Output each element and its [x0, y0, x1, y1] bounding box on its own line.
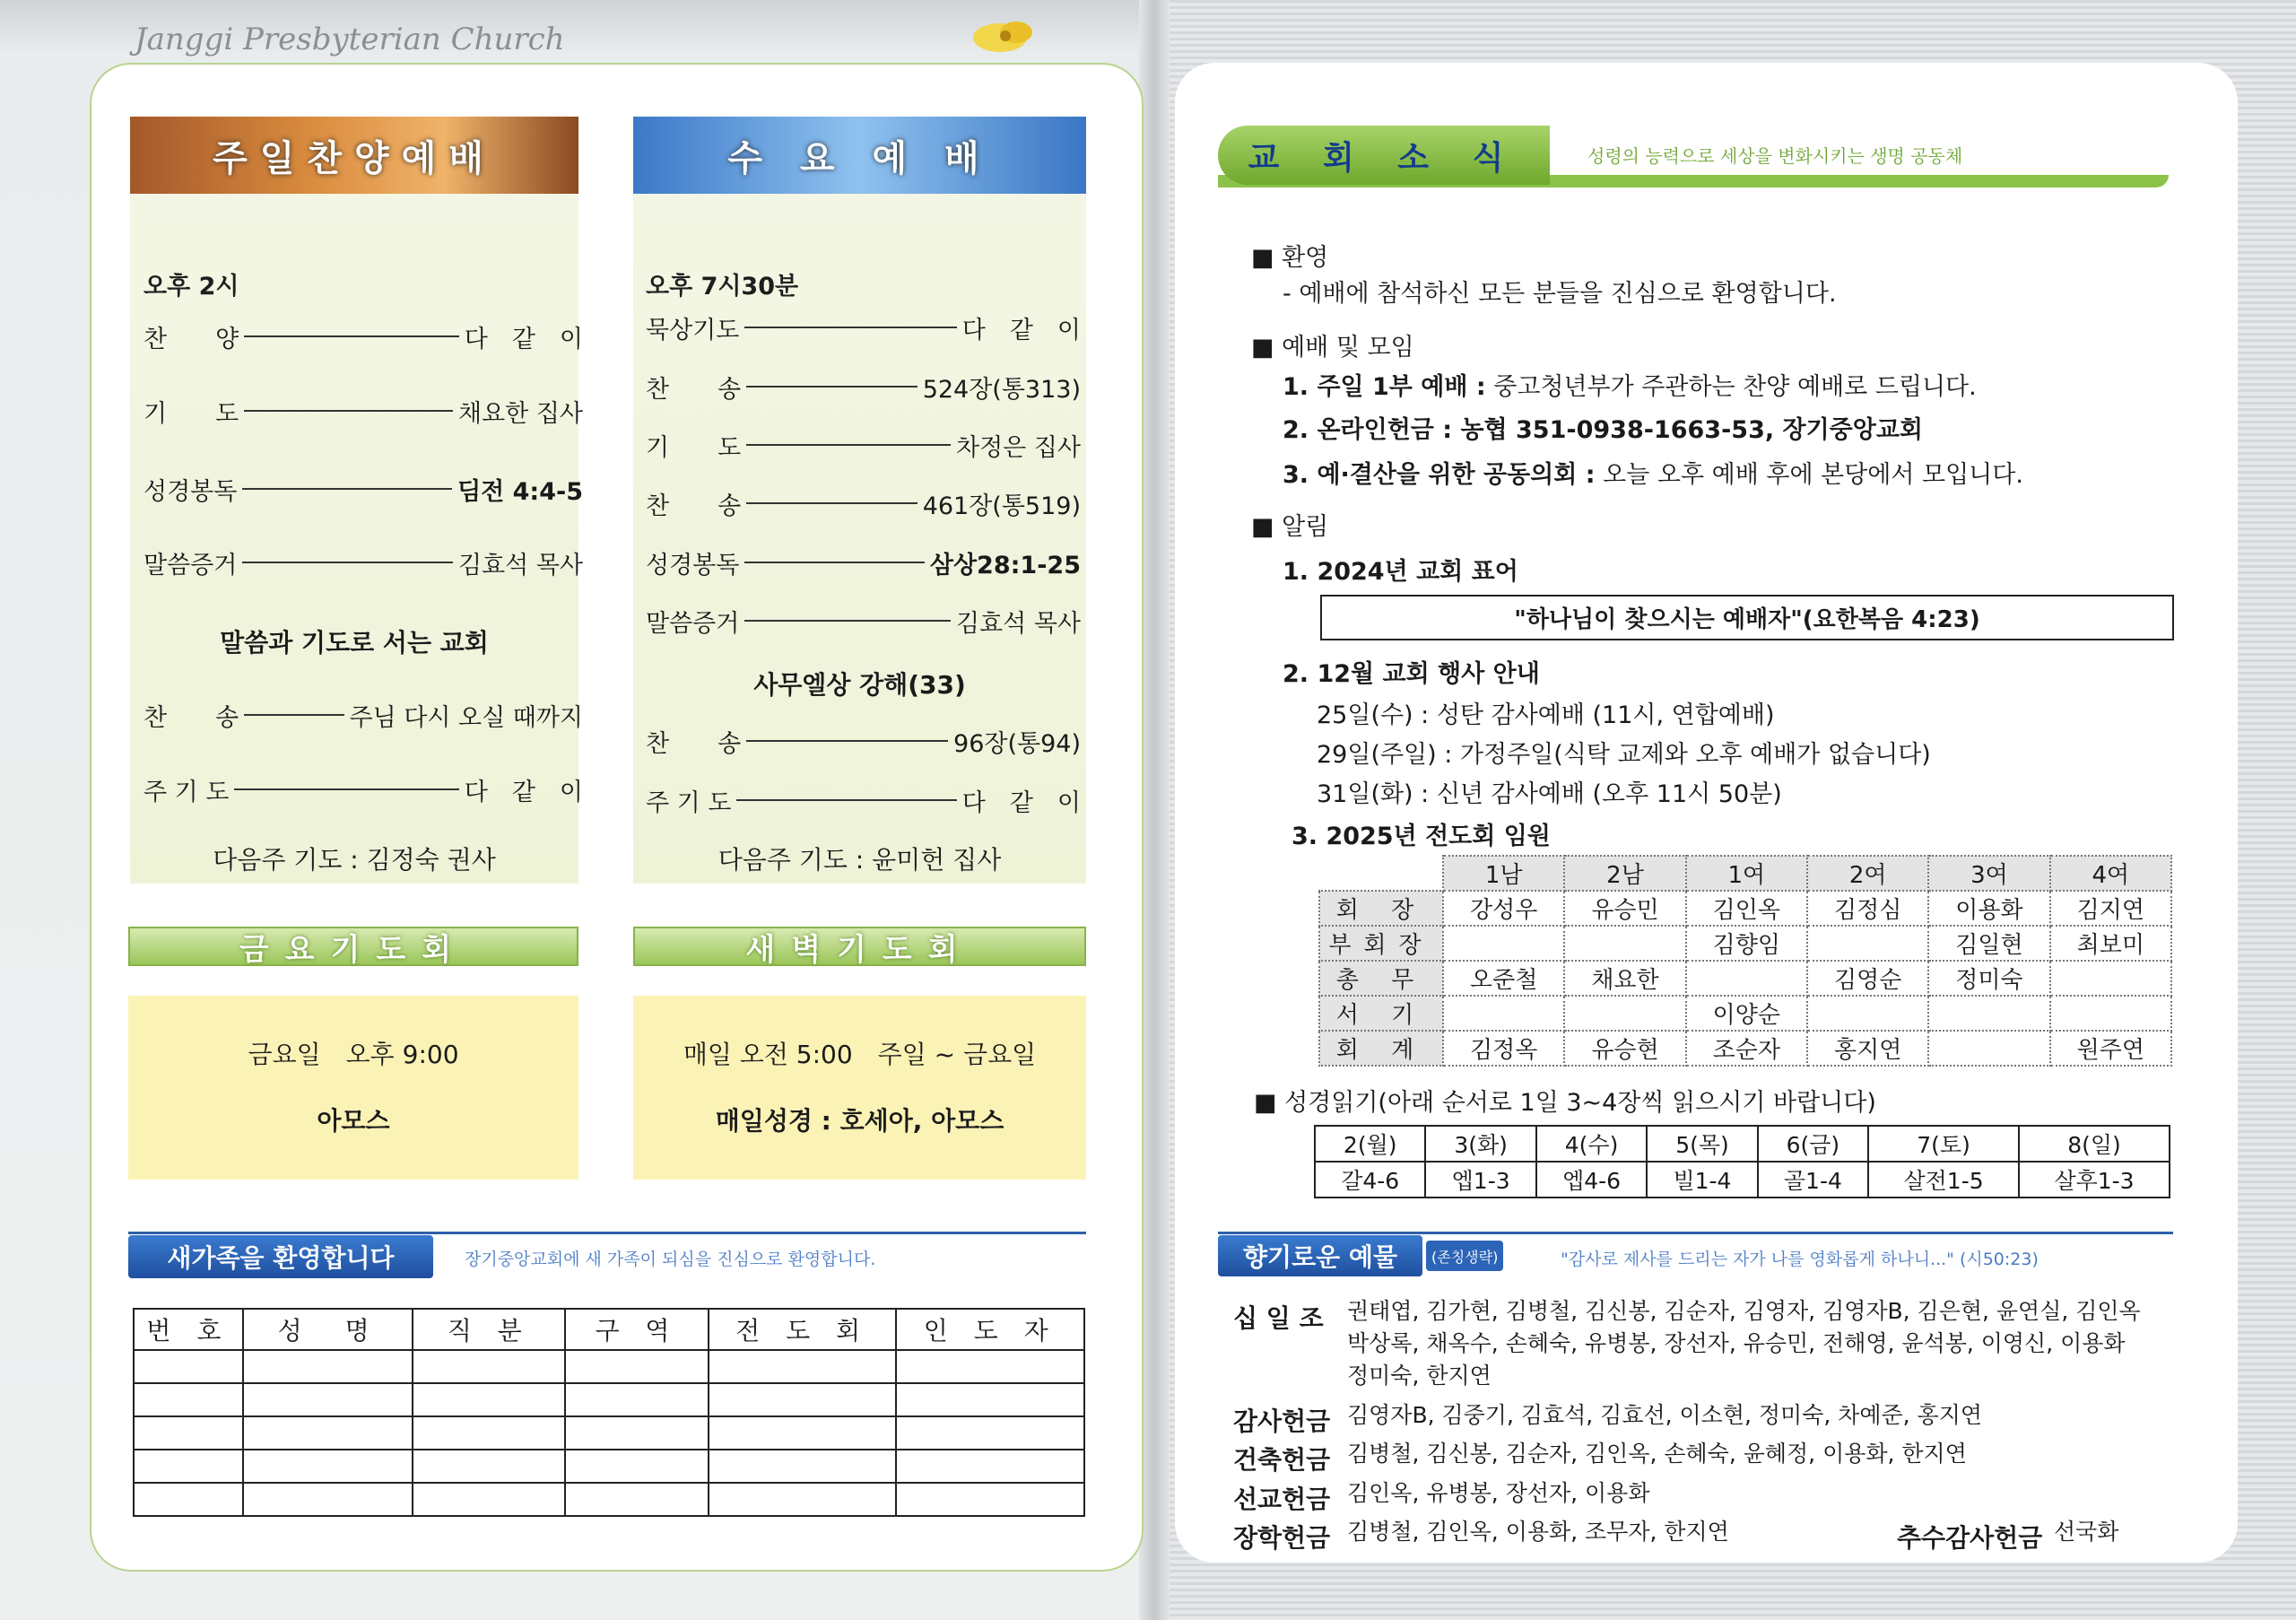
officer-col: 3여	[1928, 856, 2049, 891]
sunday-item: 성경봉독 딤전 4:4-5	[144, 477, 583, 506]
wednesday-item: 묵상기도 다 같 이	[646, 316, 1081, 344]
worship-heading: ■ 예배 및 모임	[1251, 334, 1414, 361]
col-district: 구 역	[565, 1309, 709, 1350]
table-row: 부회장 김향임 김일현 최보미	[1319, 926, 2171, 961]
officer-col: 1남	[1443, 856, 1564, 891]
table-row	[134, 1383, 1084, 1416]
sunday-item: 찬 송 주님 다시 오실 때까지	[144, 703, 583, 732]
col-name: 성 명	[243, 1309, 413, 1350]
worship-item-3: 3. 예·결산을 위한 공동의회 : 오늘 오후 예배 후에 본당에서 모입니다.	[1283, 461, 2023, 489]
church-name-header: Janggi Presbyterian Church	[135, 22, 565, 57]
scholarship-label: 장학헌금	[1233, 1523, 1331, 1553]
wednesday-item: 찬 송 524장(통313)	[646, 375, 1081, 404]
offerings-banner: 향기로운 예물	[1218, 1235, 1422, 1276]
new-family-rule	[128, 1232, 1086, 1234]
harvest-label: 추수감사헌금	[1897, 1523, 2043, 1553]
scholarship-names: 김병철, 김인옥, 이용화, 조무자, 한지연	[1347, 1519, 1729, 1545]
friday-prayer-time: 금요일 오후 9:00	[248, 1040, 459, 1069]
table-row: 서 기 이양순	[1319, 996, 2171, 1031]
table-row: 회 장 강성우 유승민 김인옥 김정심 이용화 김지연	[1319, 891, 2171, 926]
notice-heading: ■ 알림	[1251, 513, 1329, 541]
officer-col: 4여	[2050, 856, 2171, 891]
sunday-item: 기 도 채요한 집사	[144, 399, 583, 428]
motto-box: "하나님이 찾으시는 예배자"(요한복음 4:23)	[1320, 595, 2174, 640]
new-family-banner: 새가족을 환영합니다	[128, 1235, 433, 1278]
table-row: 총 무 오준철 채요한 김영순 정미숙	[1319, 961, 2171, 996]
worship-item-2: 2. 온라인헌금 : 농협 351-0938-1663-53, 장기중앙교회	[1283, 416, 1924, 444]
col-position: 직 분	[413, 1309, 565, 1350]
wednesday-item: 찬 송 461장(통519)	[646, 492, 1081, 520]
table-row	[134, 1350, 1084, 1383]
building-label: 건축헌금	[1233, 1445, 1331, 1475]
offerings-badge: (존칭생략)	[1426, 1241, 1503, 1271]
news-tagline: 성령의 능력으로 세상을 변화시키는 생명 공동체	[1587, 145, 1963, 167]
officer-col: 1여	[1686, 856, 1807, 891]
dawn-prayer-time: 매일 오전 5:00 주일 ~ 금요일	[683, 1040, 1037, 1069]
event-item: 31일(화) : 신년 감사예배 (오후 11시 50분)	[1317, 780, 1782, 808]
page-spine	[1139, 0, 1170, 1620]
event-item: 29일(주일) : 가정주일(식탁 교제와 오후 예배가 없습니다)	[1317, 741, 1931, 769]
friday-prayer-banner: 금요기도회	[128, 927, 578, 966]
wednesday-sermon-title: 사무엘상 강해(33)	[753, 670, 966, 700]
wednesday-item: 말씀증거 김효석 목사	[646, 609, 1081, 638]
thanks-names: 김영자B, 김중기, 김효석, 김효선, 이소현, 정미숙, 차예준, 홍지연	[1347, 1402, 1983, 1428]
friday-prayer-book: 아모스	[317, 1106, 390, 1136]
flower-icon	[964, 13, 1045, 63]
welcome-text: - 예배에 참석하신 모든 분들을 진심으로 환영합니다.	[1283, 280, 1837, 308]
mission-names: 김인옥, 유병봉, 장선자, 이용화	[1347, 1480, 1650, 1506]
table-row	[134, 1483, 1084, 1516]
wednesday-item: 기 도 차정은 집사	[646, 433, 1081, 462]
officer-col: 2여	[1807, 856, 1928, 891]
col-mission-group: 전 도 회	[709, 1309, 897, 1350]
table-row: 회 계 김정옥 유승현 조순자 홍지연 원주연	[1319, 1031, 2171, 1066]
news-banner: 교 회 소 식	[1218, 126, 1550, 185]
dawn-prayer-book: 매일성경 : 호세아, 아모스	[715, 1106, 1004, 1136]
notice-item-3: 3. 2025년 전도회 임원	[1292, 823, 1551, 850]
friday-prayer-box	[128, 996, 578, 1180]
sunday-item: 찬 양 다 같 이	[144, 325, 583, 353]
new-family-subtitle: 장기중앙교회에 새 가족이 되심을 진심으로 환영합니다.	[465, 1250, 876, 1269]
col-guide: 인 도 자	[896, 1309, 1084, 1350]
offerings-rule	[1218, 1232, 2173, 1234]
building-names: 김병철, 김신봉, 김순자, 김인옥, 손혜숙, 윤혜정, 이용화, 한지연	[1347, 1441, 1967, 1467]
table-row: 갈4-6 엡1-3 엡4-6 빌1-4 골1-4 살전1-5 살후1-3	[1315, 1162, 2170, 1198]
wednesday-item: 찬 송 96장(통94)	[646, 729, 1081, 758]
offerings-verse: "감사로 제사를 드리는 자가 나를 영화롭게 하나니..." (시50:23)	[1561, 1250, 2039, 1269]
notice-item-1: 1. 2024년 교회 표어	[1283, 558, 1518, 586]
event-item: 25일(수) : 성탄 감사예배 (11시, 연합예배)	[1317, 701, 1775, 729]
sunday-item: 말씀증거 김효석 목사	[144, 551, 583, 579]
sunday-item: 주 기 도 다 같 이	[144, 778, 583, 806]
officer-col: 2남	[1564, 856, 1685, 891]
wednesday-worship-banner: 수 요 예 배	[633, 117, 1086, 194]
sunday-worship-banner: 주일찬양예배	[130, 117, 578, 194]
table-row	[134, 1416, 1084, 1450]
reading-table	[1314, 1125, 2170, 1198]
wednesday-next-prayer: 다음주 기도 : 윤미헌 집사	[718, 845, 1002, 875]
worship-item-1: 1. 주일 1부 예배 : 중고청년부가 주관하는 찬양 예배로 드립니다.	[1283, 373, 1977, 401]
notice-item-2: 2. 12월 교회 행사 안내	[1283, 660, 1540, 688]
reading-heading: ■ 성경읽기(아래 순서로 1일 3~4장씩 읽으시기 바랍니다)	[1254, 1089, 1876, 1117]
dawn-prayer-banner: 새벽기도회	[633, 927, 1086, 966]
sunday-next-prayer: 다음주 기도 : 김정숙 권사	[213, 845, 496, 875]
welcome-heading: ■ 환영	[1251, 244, 1329, 272]
officers-table	[1318, 855, 2172, 1067]
new-family-table	[133, 1308, 1085, 1517]
sunday-time: 오후 2시	[144, 273, 239, 300]
sunday-sermon-title: 말씀과 기도로 서는 교회	[220, 628, 489, 658]
col-number: 번 호	[134, 1309, 243, 1350]
table-row: 2(월) 3(화) 4(수) 5(목) 6(금) 7(토) 8(일)	[1315, 1126, 2170, 1162]
wednesday-time: 오후 7시30분	[646, 273, 799, 300]
harvest-names: 선국화	[2054, 1519, 2119, 1545]
thanks-label: 감사헌금	[1233, 1407, 1331, 1436]
mission-label: 선교헌금	[1233, 1485, 1331, 1514]
dawn-prayer-box	[633, 996, 1086, 1180]
wednesday-item: 주 기 도 다 같 이	[646, 788, 1081, 817]
table-row	[134, 1450, 1084, 1483]
wednesday-item: 성경봉독 삼상28:1-25	[646, 551, 1081, 579]
tithe-label: 십 일 조	[1233, 1303, 1324, 1333]
tithe-names: 권태엽, 김가현, 김병철, 김신봉, 김순자, 김영자, 김영자B, 김은현, 윤연실, 김인옥 박상록, 채옥수, 손혜숙, 유병봉, 장선자, 유승민, 전해영, 윤석봉, 이영신, 이용화 정미숙, 한지연	[1347, 1298, 2141, 1389]
